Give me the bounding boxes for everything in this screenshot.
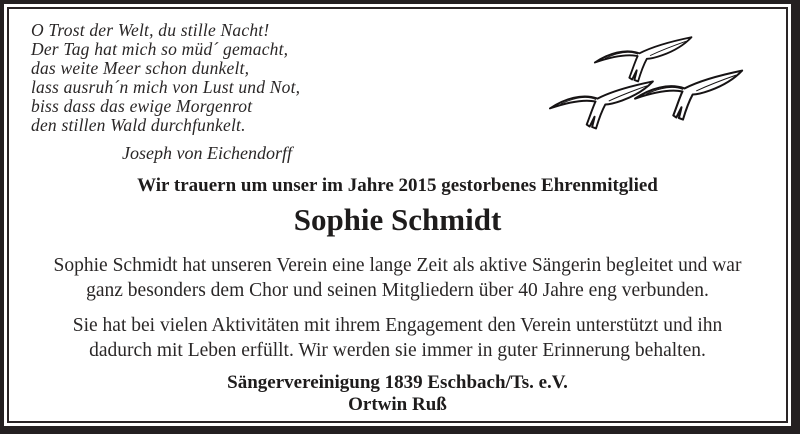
memorial-paragraph [9, 253, 786, 303]
poem-attribution: Joseph von Eichendorff [122, 143, 292, 163]
signer-name: Ortwin Ruß [348, 393, 447, 415]
obituary-clipping-paper [4, 4, 791, 426]
poem-line: O Trost der Welt, du stille Nacht! [31, 20, 270, 40]
memorial-paragraph-line: ganz besonders dem Chor und seinen Mitgliedern über 40 Jahre eng verbunden. [86, 280, 709, 301]
poem-line: lass ausruh´n mich von Lust und Not, [31, 77, 301, 97]
poem-line: biss dass das ewige Morgenrot [31, 96, 253, 116]
poem-line: den stillen Wald durchfunkelt. [31, 115, 246, 135]
poem-line: Der Tag hat mich so müd´ gemacht, [31, 39, 289, 59]
poem-line: das weite Meer schon dunkelt, [31, 58, 250, 78]
notice-border-frame [7, 7, 788, 423]
mourning-lead-in: Wir trauern um unser im Jahre 2015 gestorbenes Ehrenmitglied [137, 175, 658, 196]
organization-name: Sängervereinigung 1839 Eschbach/Ts. e.V. [227, 372, 568, 393]
memorial-paragraph-line: Sophie Schmidt hat unseren Verein eine lange Zeit als aktive Sängerin begleitet und war [53, 255, 742, 276]
memorial-paragraph-line: Sie hat bei vielen Aktivitäten mit ihrem Engagement den Verein unterstützt und ihn [72, 315, 723, 336]
memorial-paragraph [9, 313, 786, 363]
memorial-paragraph-line: dadurch mit Leben erfüllt. Wir werden sie immer in guter Erinnerung behalten. [89, 340, 706, 361]
deceased-name: Sophie Schmidt [293, 202, 502, 237]
flying-birds-icon [547, 32, 747, 132]
